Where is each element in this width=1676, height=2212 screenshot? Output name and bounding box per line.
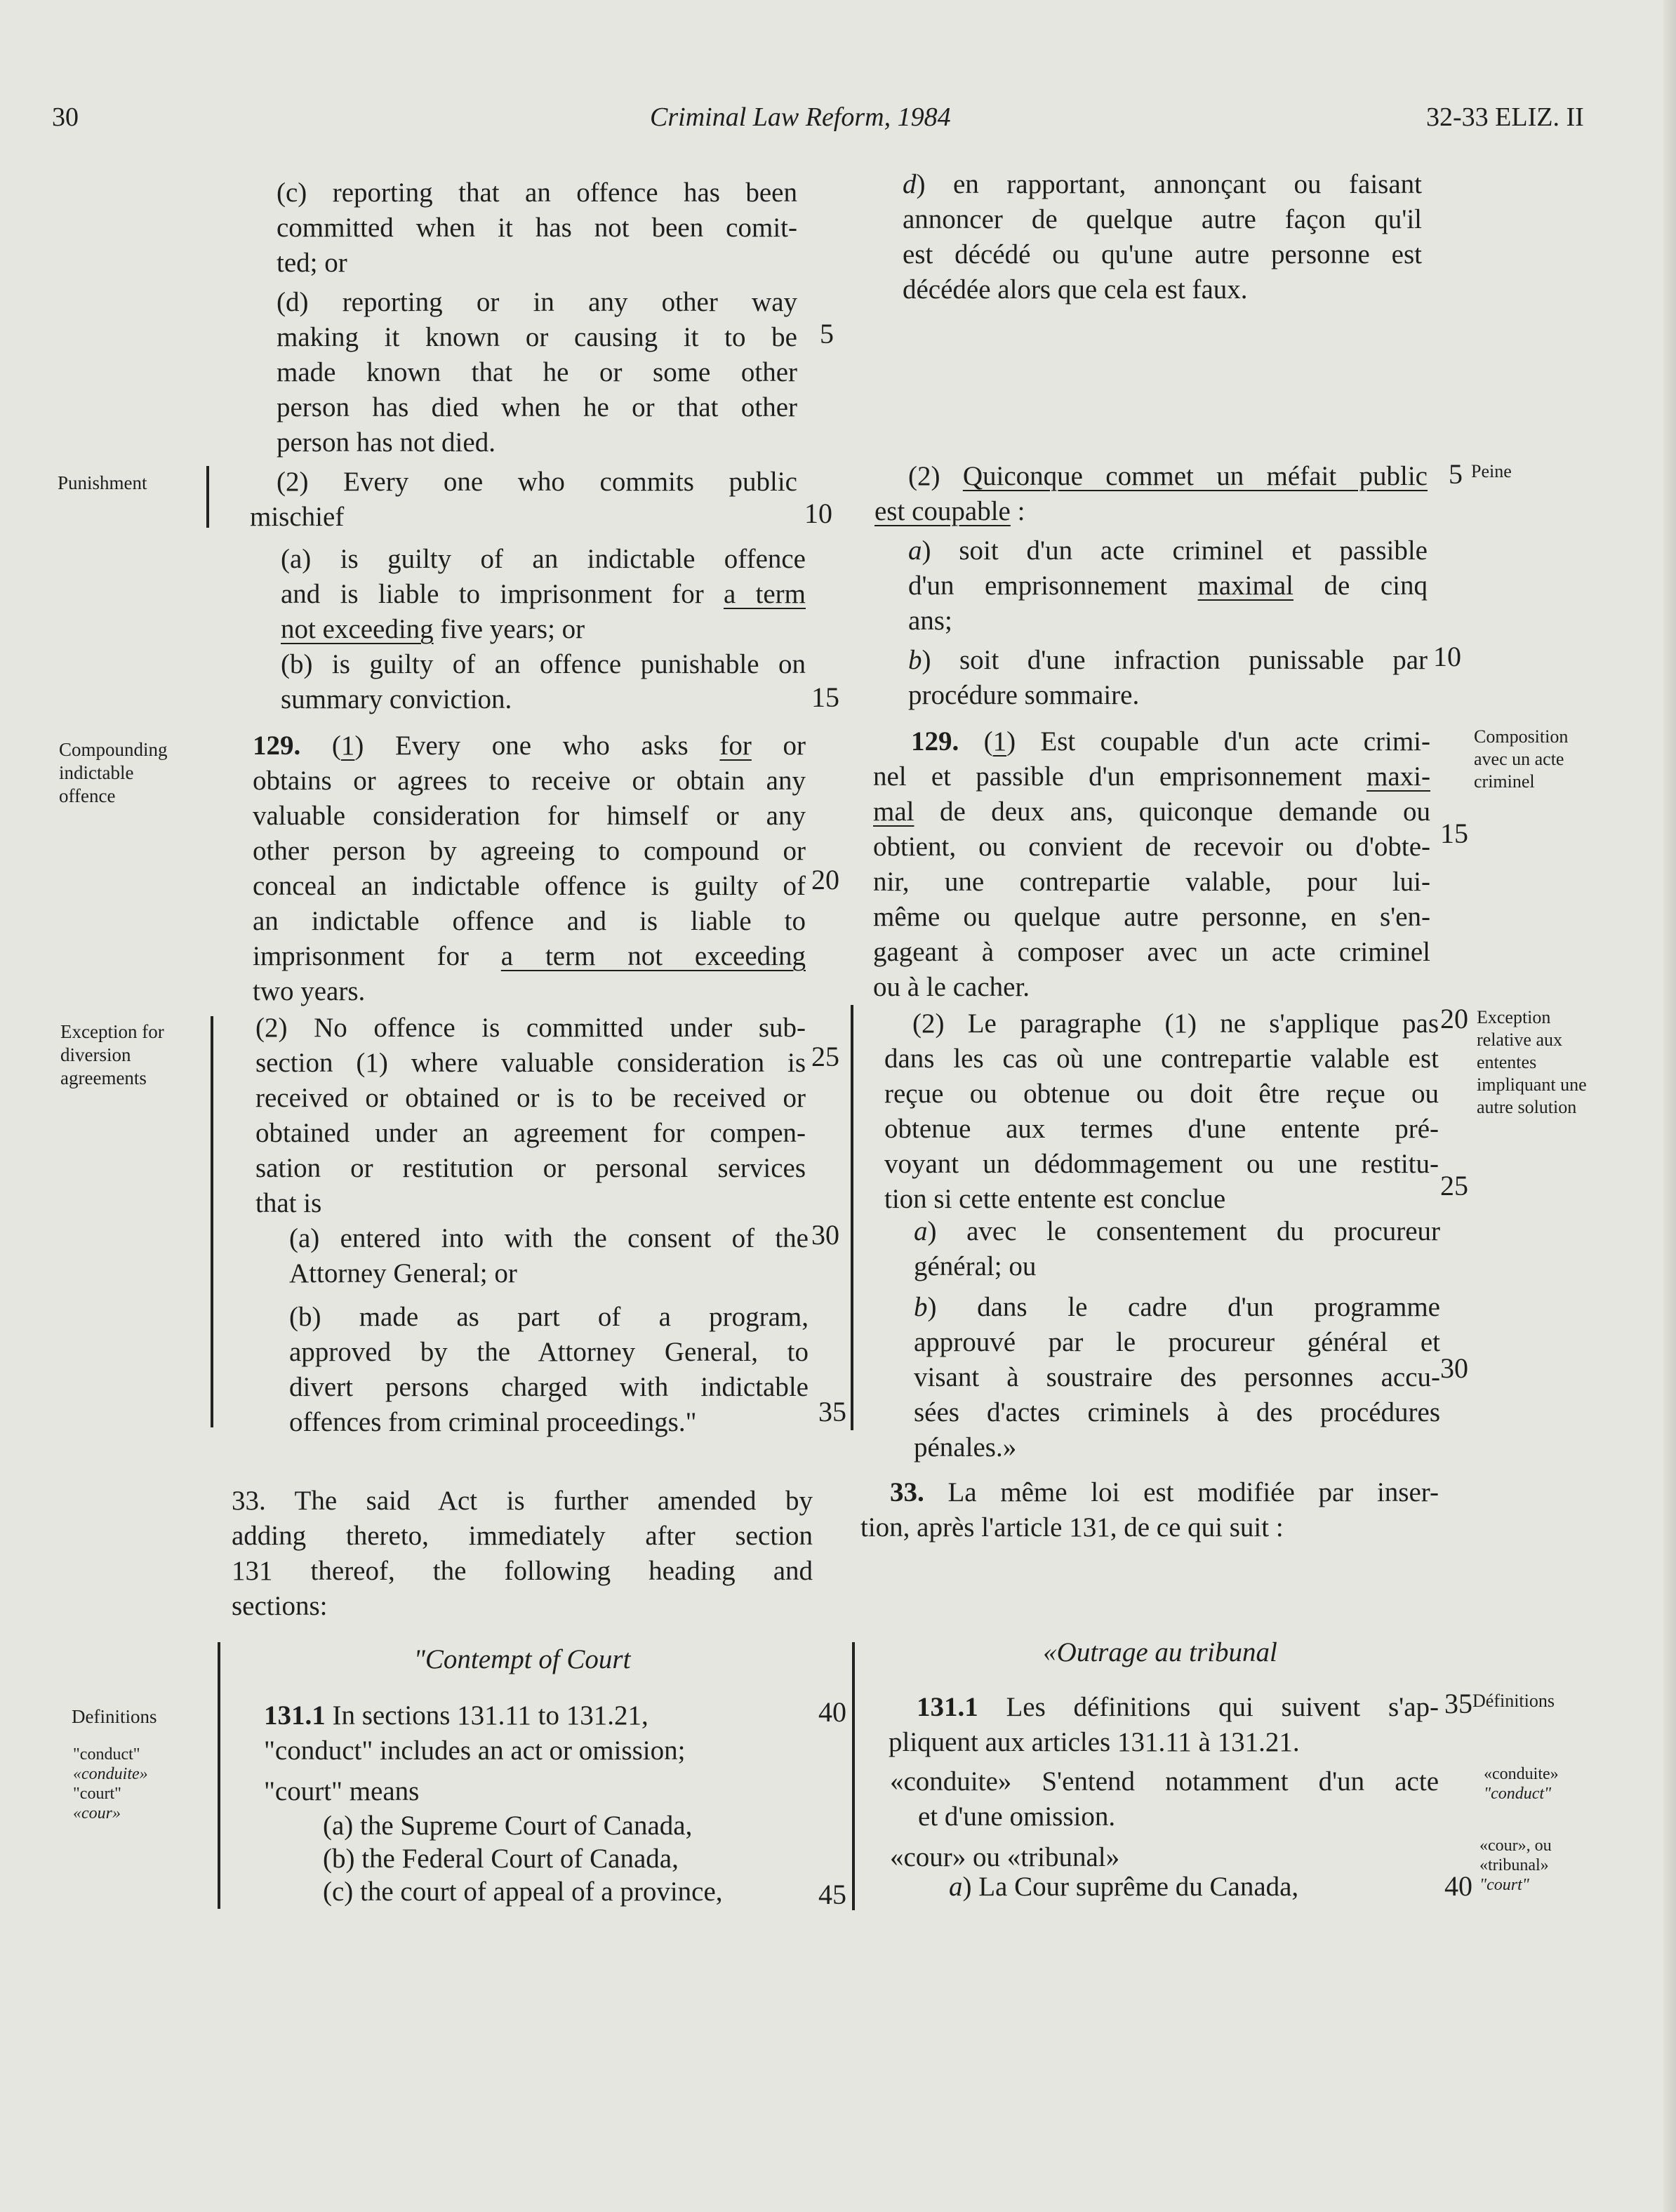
text-line: sections: (232, 1591, 328, 1621)
text-line: (a) the Supreme Court of Canada, (323, 1811, 693, 1841)
margin-note-cour: «cour», ou «tribunal» "court" (1479, 1837, 1552, 1894)
page-edge-shadow (1663, 0, 1676, 2212)
margin-note-def-terms: "conduct" «conduite» "court" «cour» (73, 1745, 148, 1823)
text-line: "conduct" includes an act or omission; (264, 1735, 686, 1766)
text-line: obtained under an agreement for compen- (255, 1118, 806, 1148)
text-line: reçue ou obtenue ou doit être reçue ou (884, 1079, 1439, 1109)
change-bar (218, 1642, 220, 1909)
text-line: ted; or (277, 248, 347, 278)
margin-note-exception-fr: Exception relative aux ententes impliquant une autre solution (1477, 1007, 1587, 1117)
text-line: tion si cette entente est conclue (884, 1184, 1226, 1214)
french-para-d (903, 167, 1422, 307)
text-line: person has died when he or that other (277, 392, 797, 422)
text-line: approved by the Attorney General, to (289, 1337, 809, 1367)
text-line: (c) the court of appeal of a province, (323, 1877, 723, 1907)
french-subsection-2 (908, 459, 1428, 494)
text-line: 131.1 In sections 131.11 to 131.21, (264, 1700, 649, 1731)
english-129-2-b (289, 1300, 809, 1440)
text-line: (2) No offence is committed under sub- (255, 1013, 806, 1043)
text-line: made known that he or some other (277, 357, 797, 387)
text-line: et d'une omission. (918, 1801, 1116, 1832)
french-section-129 (873, 724, 1430, 1005)
text-line: mal de deux ans, quiconque demande ou (873, 797, 1430, 827)
text-line: approuvé par le procureur général et (914, 1327, 1440, 1357)
text-line: pénales.» (914, 1432, 1017, 1463)
text-line: voyant un dédommagement ou une restitu- (884, 1149, 1439, 1179)
margin-note-punishment: Punishment (58, 472, 147, 493)
french-def-conduite (890, 1764, 1439, 1834)
french-heading-outrage (869, 1635, 1451, 1670)
text-line: a) avec le consentement du procureur (914, 1216, 1440, 1246)
text-line: nir, une contrepartie valable, pour lui- (873, 867, 1430, 897)
french-129-2-b (914, 1290, 1440, 1465)
text-line: adding thereto, immediately after section (232, 1521, 813, 1551)
text-line: b) soit d'une infraction punissable par (908, 645, 1428, 675)
text-line: gageant à composer avec un acte criminel (873, 937, 1430, 967)
text-line: ans; (908, 606, 952, 636)
french-section-33 (860, 1475, 1439, 1545)
text-line: même ou quelque autre personne, en s'en- (873, 902, 1430, 932)
text-line: décédée alors que cela est faux. (903, 274, 1248, 305)
text-line: received or obtained or is to be received or (255, 1083, 806, 1113)
line-number: 10 (804, 498, 832, 529)
line-number: 15 (1440, 818, 1468, 849)
text-line: sées d'actes criminels à des procédures (914, 1397, 1440, 1427)
line-number: 20 (1440, 1003, 1468, 1034)
line-number: 40 (818, 1696, 846, 1728)
text-line: est décédé ou qu'une autre personne est (903, 239, 1422, 269)
english-heading-contempt (232, 1642, 813, 1677)
margin-note-peine: Peine (1471, 461, 1512, 481)
english-subsection-2 (277, 465, 797, 500)
text-line: (b) is guilty of an offence punishable on (281, 649, 806, 679)
line-number: 5 (1449, 458, 1463, 490)
text-line: mischief (250, 502, 345, 532)
text-line: that is (255, 1188, 322, 1218)
english-section-131-1 (264, 1698, 818, 1809)
line-number: 30 (811, 1219, 839, 1251)
line-number: 40 (1444, 1870, 1472, 1902)
text-line: a) soit d'un acte criminel et passible (908, 535, 1428, 566)
english-para-b (281, 647, 806, 717)
text-line: other person by agreeing to compound or (253, 836, 806, 866)
english-court-list (323, 1809, 828, 1908)
text-line: "Contempt of Court (413, 1644, 631, 1674)
french-para-b (908, 643, 1428, 713)
line-number: 25 (811, 1041, 839, 1072)
text-line: 129. (1) Every one who asks for or (253, 731, 806, 761)
running-title: Criminal Law Reform, 1984 (650, 102, 951, 132)
change-bar (211, 1016, 213, 1427)
text-line: obtains or agrees to receive or obtain any (253, 766, 806, 796)
text-line: procédure sommaire. (908, 680, 1140, 710)
margin-note-definitions-fr: Définitions (1472, 1691, 1555, 1711)
text-line: 131.1 Les définitions qui suivent s'ap- (917, 1692, 1439, 1722)
text-line: (2) Every one who commits public (277, 467, 797, 497)
text-line: tion, après l'article 131, de ce qui suit : (860, 1512, 1284, 1543)
text-line: conceal an indictable offence is guilty of (253, 871, 806, 901)
margin-note-composition: Composition avec un acte criminel (1474, 726, 1569, 792)
text-line: an indictable offence and is liable to (253, 906, 806, 936)
text-line: "court" means (264, 1776, 420, 1806)
english-section-33 (232, 1484, 813, 1624)
text-line: sation or restitution or personal services (255, 1153, 806, 1183)
margin-note-compounding: Compounding indictable offence (59, 739, 168, 806)
english-section-129 (253, 728, 806, 1009)
text-line: dans les cas où une contrepartie valable est (884, 1044, 1439, 1074)
english-para-a (281, 542, 806, 647)
margin-note-definitions: Definitions (72, 1706, 157, 1727)
text-line: divert persons charged with indictable (289, 1372, 809, 1402)
text-line: valuable consideration for himself or any (253, 801, 806, 831)
text-line: summary conviction. (281, 684, 512, 714)
text-line: a) La Cour suprême du Canada, (949, 1872, 1299, 1902)
text-line: «Outrage au tribunal (1043, 1637, 1277, 1667)
english-subsection-2-cont (250, 500, 797, 535)
text-line: annoncer de quelque autre façon qu'il (903, 204, 1422, 234)
text-line: (2) Quiconque commet un méfait public (908, 461, 1428, 491)
line-number: 15 (811, 681, 839, 713)
text-line: (a) is guilty of an indictable offence (281, 544, 806, 574)
text-line: imprisonment for a term not exceeding (253, 941, 806, 971)
text-line: not exceeding five years; or (281, 614, 585, 644)
text-line: (b) made as part of a program, (289, 1302, 809, 1332)
text-line: committed when it has not been comit- (277, 213, 797, 243)
margin-note-conduite: «conduite» "conduct" (1484, 1765, 1559, 1803)
text-line: d) en rapportant, annonçant ou faisant (903, 169, 1422, 199)
text-line: d'un emprisonnement maximal de cinq (908, 571, 1428, 601)
line-number: 5 (820, 318, 834, 349)
text-line: two years. (253, 976, 366, 1006)
text-line: person has not died. (277, 427, 496, 458)
french-para-a (908, 533, 1428, 639)
text-line: «cour» ou «tribunal» (890, 1842, 1120, 1872)
line-number: 10 (1433, 641, 1461, 672)
text-line: «conduite» S'entend notamment d'un acte (890, 1766, 1439, 1797)
text-line: Attorney General; or (289, 1258, 517, 1288)
text-line: nel et passible d'un emprisonnement maxi- (873, 761, 1430, 792)
text-line: pliquent aux articles 131.11 à 131.21. (889, 1727, 1300, 1757)
text-line: (a) entered into with the consent of the (289, 1223, 809, 1253)
change-bar (206, 466, 209, 528)
text-line: obtenue aux termes d'une entente pré- (884, 1114, 1439, 1144)
text-line: (b) the Federal Court of Canada, (323, 1844, 679, 1874)
french-subsection-2-cont (874, 494, 1422, 529)
text-line: obtient, ou convient de recevoir ou d'obte- (873, 832, 1430, 862)
text-line: ou à le cacher. (873, 972, 1030, 1002)
english-para-d (277, 285, 797, 460)
text-line: b) dans le cadre d'un programme (914, 1292, 1440, 1322)
text-line: and is liable to imprisonment for a term (281, 579, 806, 609)
change-bar (852, 1642, 855, 1910)
french-def-cour (890, 1840, 1439, 1905)
line-number: 25 (1440, 1170, 1468, 1201)
french-subsection-129-2 (884, 1006, 1439, 1217)
text-line: (d) reporting or in any other way (277, 287, 797, 317)
english-129-2-a (289, 1221, 809, 1291)
french-section-131-1 (889, 1690, 1439, 1760)
text-line: 131 thereof, the following heading and (232, 1556, 813, 1586)
text-line: 33. La même loi est modifiée par inser- (890, 1477, 1439, 1507)
english-para-c (277, 175, 797, 281)
english-subsection-129-2 (255, 1011, 806, 1221)
text-line: making it known or causing it to be (277, 322, 797, 352)
text-line: visant à soustraire des personnes accu- (914, 1362, 1440, 1392)
page-number: 30 (52, 102, 79, 132)
text-line: offences from criminal proceedings." (289, 1407, 697, 1437)
line-number: 30 (1440, 1352, 1468, 1384)
line-number: 35 (1444, 1688, 1472, 1719)
text-line: général; ou (914, 1251, 1037, 1281)
french-129-2-a (914, 1214, 1440, 1284)
margin-note-exception: Exception for diversion agreements (60, 1021, 164, 1088)
text-line: est coupable : (874, 496, 1025, 526)
line-number: 20 (811, 864, 839, 895)
line-number: 45 (818, 1879, 846, 1910)
text-line: (c) reporting that an offence has been (277, 178, 797, 208)
regnal-year: 32-33 ELIZ. II (1426, 102, 1584, 132)
change-bar (851, 1005, 853, 1430)
text-line: section (1) where valuable consideration is (255, 1048, 806, 1078)
text-line: 129. (1) Est coupable d'un acte crimi- (911, 726, 1430, 757)
text-line: 33. The said Act is further amended by (232, 1486, 813, 1516)
line-number: 35 (818, 1396, 846, 1427)
text-line: (2) Le paragraphe (1) ne s'applique pas (912, 1008, 1439, 1039)
